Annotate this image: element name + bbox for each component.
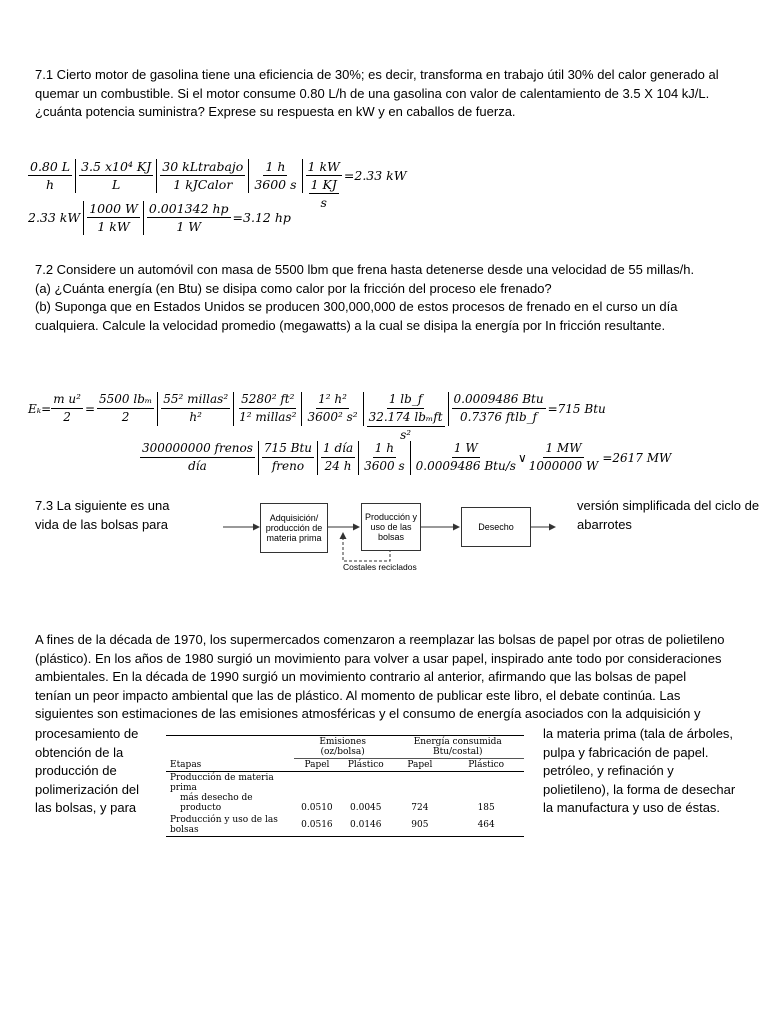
table-row: Producción de materia prima más desecho de producto 0.0510 0.0045 724 185 — [170, 773, 495, 813]
eq4-result: =2617 MW — [602, 450, 672, 465]
eq1-frac4: $\frac{1 h}{3600 s}$ — [254, 159, 297, 192]
eq2-result: =3.12 hp — [232, 210, 291, 225]
eq1-frac1: $\frac{0.80 L}{h}$ — [30, 159, 71, 192]
emissions-table: Emisiones (oz/bolsa) Energía consumida Btu/costal) Etapas Papel Plástico Papel Plástico Producción de materia prima más desecho de producto 0.0510 0.0045 724 185 Producción y uso de las bolsas 0.0516 0.0146 905 464 — [166, 735, 524, 837]
recycled-label: Costales reciclados — [343, 562, 417, 572]
side-right-text: la materia prima (tala de árboles, pulpa y fabricación de papel. petróleo, y refinación y polietileno), la forma de desechar la manufactura y uso de éstas. — [543, 726, 736, 815]
equation-7-2a: Eₖ= $\frac{\text{m u²}}{2}$ = $\frac{\text{5500 lbₘ}}{2}$ $\frac{\text{55² millas²}}{\text{h²}}$ $\frac{\text{5280² ft²}}{\text{1² millas²}}$ $\frac{\text{1² h²}}{\text{3600² s²}}$ $\frac{1 lb\_f}{\frac{\text{32.174 lbₘft}}{\text{s²}}}$ $\frac{\text{0.0009486 Btu}}{\text{0.7376 ftlb\_f}}$ =715 Btu — [28, 392, 606, 442]
eq3-lead: Eₖ= — [28, 401, 52, 416]
problem-7-2 — [35, 261, 765, 335]
header-stages: Etapas — [170, 759, 202, 770]
box-bag-production: Producción y uso de las bolsas — [361, 503, 421, 551]
table-row: Producción y uso de las bolsas 0.0516 0.0146 905 464 — [170, 815, 495, 835]
p71-line2: quemar un combustible. Si el motor consume 0.80 L/h de una gasolina con valor de calentamiento de 3.5 X 104 kJ/L. — [35, 85, 710, 101]
p72-line3: (b) Suponga que en Estados Unidos se producen 300,000,000 de estos procesos de frenado en el curso un día — [35, 299, 678, 314]
eq1-bar — [75, 159, 76, 193]
p71-line1: 7.1 Cierto motor de gasolina tiene una eficiencia de 30%; es decir, transforma en trabajo útil 30% del calor generado al — [35, 67, 719, 82]
problem-7-1 — [35, 66, 765, 122]
eq1-frac5: $\frac{1 kW}{\frac{1 KJ}{s}}$ — [307, 159, 340, 210]
eq2-frac1: $\frac{1000 W}{1 kW}$ — [89, 201, 138, 234]
eq2-lead: 2.33 kW — [28, 210, 81, 225]
box-raw-material: Adquisición/ producción de materia prima — [260, 503, 328, 553]
eq1-frac2: $\frac{\text{3.5 x10⁴ KJ}}{L}$ — [81, 159, 152, 192]
equation-7-1b — [28, 200, 293, 235]
p73-left: 7.3 La siguiente es una vida de las bolsas para — [35, 498, 170, 532]
p72-line1: 7.2 Considere un automóvil con masa de 5500 lbm que frena hasta detenerse desde una velocidad de 55 millas/h. — [35, 262, 695, 277]
p72-line4: cualquiera. Calcule la velocidad promedio (megawatts) a la cual se disipa la energía por In fricción resultante. — [35, 317, 666, 333]
header-emissions: Emisiones (oz/bolsa) — [294, 736, 392, 759]
header-energy: Energía consumida Btu/costal) — [391, 736, 524, 759]
p73-right: versión simplificada del ciclo de abarrotes — [577, 498, 760, 532]
eq1-frac3: $\frac{\text{30 kLtrabajo}}{\text{1 kJCalor}}$ — [162, 159, 244, 192]
bag-lifecycle-diagram — [215, 497, 560, 577]
eq3-result: =715 Btu — [547, 401, 606, 416]
paragraph-bags: A fines de la década de 1970, los supermercados comenzaron a reemplazar las bolsas de papel por otras de polietileno (plástico). En los años de 1980 surgió un movimiento para volver a usar papel, inspirado ante todo por consideraciones ambientales. En la década de 1990 surgió un movimiento contrario al anterior, afirmando que las bolsas de papel tenían un peor impacto ambiental que las de plástico. Al momento de publicar este libro, el debate continúa. Las siguientes son estimaciones de las emisiones atmosféricas y el consumo de energía asociados con la adquisición y — [35, 632, 725, 721]
p72-line2: (a) ¿Cuánta energía (en Btu) se disipa como calor por la fricción del proceso ele frenado? — [35, 280, 552, 296]
side-left-text: procesamiento de obtención de la producción de polimerización del las bolsas, y para — [35, 726, 140, 815]
eq1-result: =2.33 kW — [343, 168, 407, 183]
equation-7-2b: $\frac{\text{300000000 frenos}}{\text{día}}$ $\frac{\text{715 Btu}}{\text{freno}}$ $\frac{\text{1 día}}{24 h}$ $\frac{1 h}{3600 s}$ $\frac{1 W}{\text{0.0009486 Btu/s}}$ ∨ $\frac{1 MW}{1000000 W}$ =2617 MW — [142, 441, 672, 473]
box-disposal: Desecho — [461, 507, 531, 547]
p71-line3: ¿cuánta potencia suministra? Exprese su respuesta en kW y en caballos de fuerza. — [35, 104, 516, 119]
eq2-frac2: $\frac{0.001342 hp}{1 W}$ — [148, 201, 229, 234]
